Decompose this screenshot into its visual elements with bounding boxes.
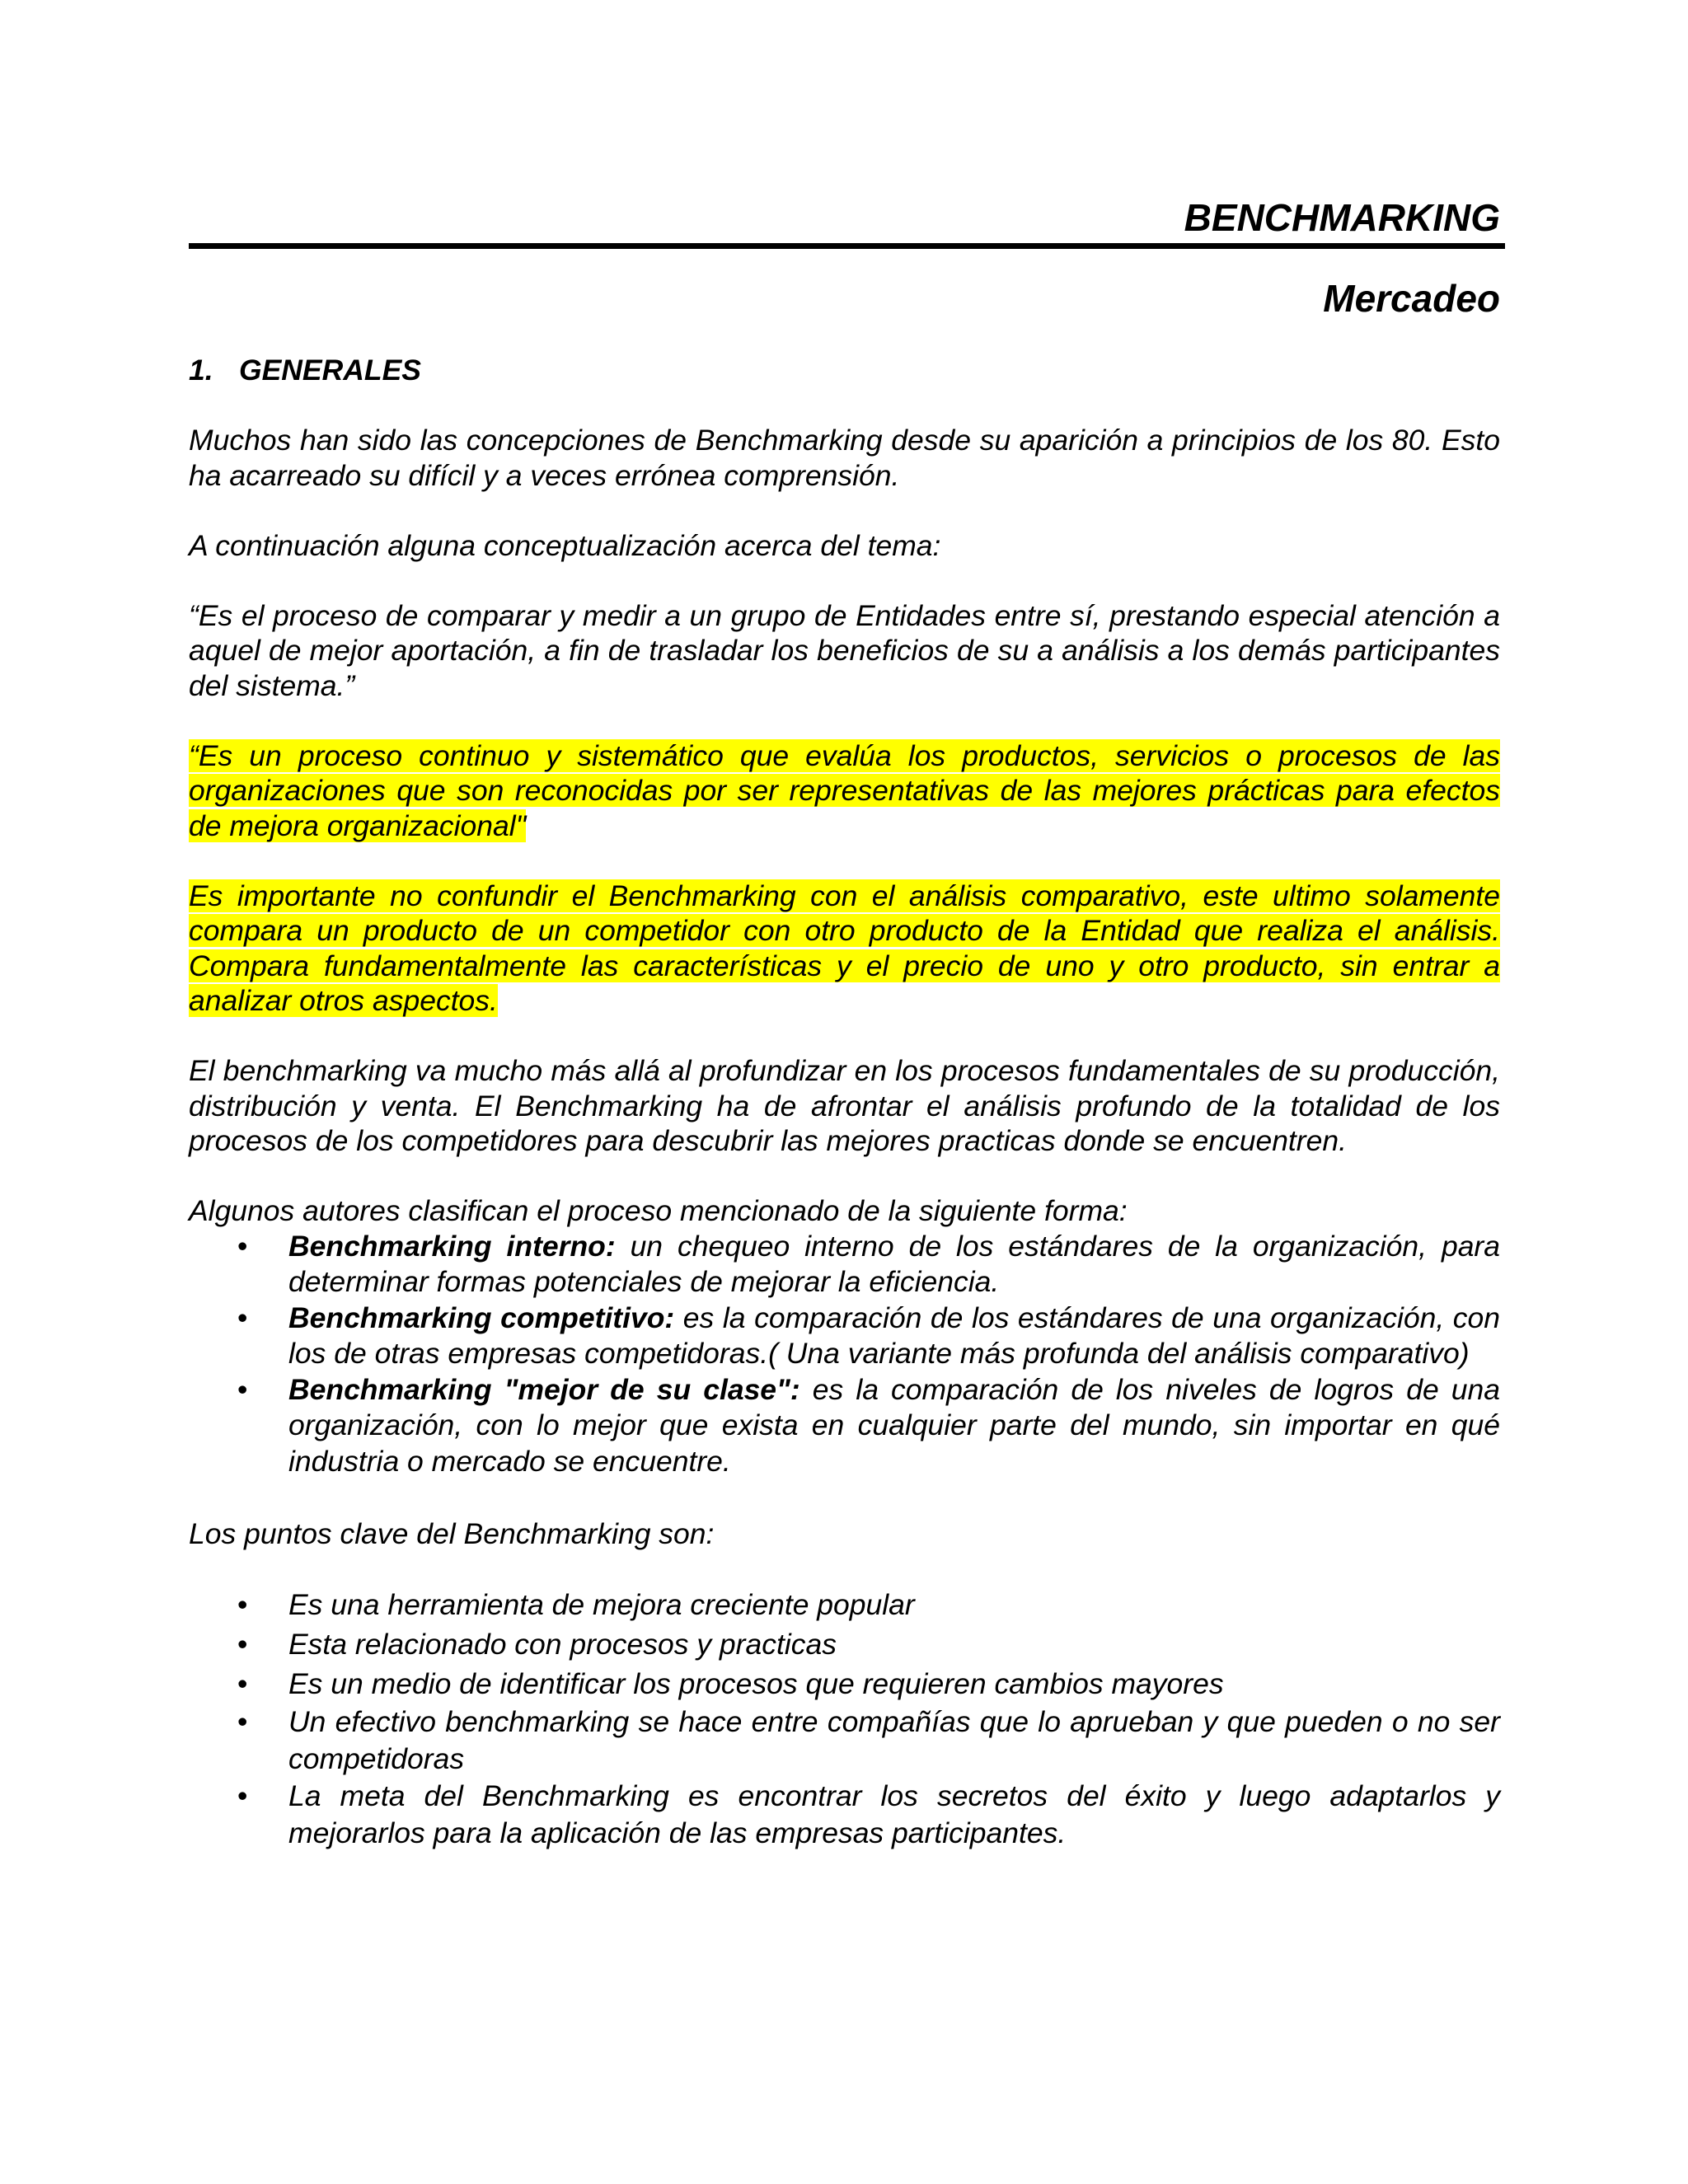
list-item bbox=[189, 1624, 1500, 1664]
benchmarking-types-list bbox=[189, 1229, 1500, 1480]
bullet-icon: • bbox=[237, 1372, 248, 1406]
header-rule bbox=[189, 243, 1505, 249]
bullet-icon: • bbox=[237, 1779, 248, 1812]
paragraph-highlighted-definition bbox=[189, 738, 1500, 844]
list-item-term: Benchmarking interno: bbox=[288, 1229, 616, 1263]
paragraph-key-points-intro: Los puntos clave del Benchmarking son: bbox=[189, 1517, 715, 1550]
paragraph-intro: Muchos han sido las concepciones de Benchmarking desde su aparición a principios de los 80. Esto ha acarreado su difícil y a veces errónea comprensión. bbox=[189, 424, 1500, 492]
paragraph-scope: El benchmarking va mucho más allá al profundizar en los procesos fundamentales de su producción, distribución y venta. El Benchmarking ha de afrontar el análisis profundo de la totalidad de los procesos de los competidores para descubrir las mejores practicas donde se encuentren. bbox=[189, 1054, 1500, 1157]
list-item-text: Un efectivo benchmarking se hace entre compañías que lo aprueban y que pueden o no ser competidoras bbox=[288, 1704, 1500, 1775]
list-item-term: Benchmarking competitivo: bbox=[288, 1301, 675, 1334]
highlighted-definition-text: “Es un proceso continuo y sistemático que evalúa los productos, servicios o procesos de las organizaciones que son reconocidas por ser representativas de las mejores prácticas para efectos de mejora organizacional" bbox=[189, 738, 1500, 842]
list-item-text: Es un medio de identificar los procesos que requieren cambios mayores bbox=[288, 1666, 1224, 1700]
list-item-description: es la comparación de los estándares de una organización, con los de otras empresas competidoras.( Una variante más profunda del análisis comparativo) bbox=[288, 1301, 1501, 1370]
document-title: BENCHMARKING bbox=[1184, 196, 1500, 239]
list-item-description: un chequeo interno de los estándares de la organización, para determinar formas potenciales de mejorar la eficiencia. bbox=[288, 1229, 1500, 1298]
paragraph-highlighted-distinction bbox=[189, 879, 1500, 1019]
list-item bbox=[189, 1585, 1500, 1624]
bullet-icon: • bbox=[237, 1627, 248, 1661]
list-item bbox=[189, 1229, 1500, 1301]
bullet-icon: • bbox=[237, 1229, 248, 1263]
list-item-text: Es una herramienta de mejora creciente popular bbox=[288, 1587, 915, 1621]
bullet-icon: • bbox=[237, 1666, 248, 1700]
key-points-list bbox=[189, 1585, 1500, 1852]
list-item bbox=[189, 1778, 1500, 1852]
list-item bbox=[189, 1301, 1500, 1372]
highlighted-distinction-text: Es importante no confundir el Benchmarking con el análisis comparativo, este ultimo solamente compara un producto de un competidor con otro producto de la Entidad que realiza el análisis. Compara fundamentalmente las características y el precio de uno y otro producto, sin entrar a analizar otros aspectos. bbox=[189, 879, 1500, 1017]
section-title: GENERALES bbox=[239, 354, 421, 387]
list-item bbox=[189, 1704, 1500, 1778]
bullet-icon: • bbox=[237, 1704, 248, 1738]
paragraph-definition-quote: “Es el proceso de comparar y medir a un grupo de Entidades entre sí, prestando especial atención a aquel de mejor aportación, a fin de trasladar los beneficios de su a análisis a los demás participantes del sistema.” bbox=[189, 598, 1500, 702]
document-body bbox=[189, 353, 1500, 1852]
bullet-icon: • bbox=[237, 1587, 248, 1621]
list-item-term: Benchmarking "mejor de su clase": bbox=[288, 1372, 800, 1406]
section-number: 1. bbox=[189, 354, 213, 387]
list-item bbox=[189, 1372, 1500, 1480]
paragraph-lead-in: A continuación alguna conceptualización acerca del tema: bbox=[189, 528, 941, 562]
list-item-text: La meta del Benchmarking es encontrar los secretos del éxito y luego adaptarlos y mejorarlos para la aplicación de las empresas participantes. bbox=[288, 1779, 1500, 1849]
bullet-icon: • bbox=[237, 1301, 248, 1334]
section-heading bbox=[189, 353, 1500, 388]
list-item bbox=[189, 1664, 1500, 1704]
paragraph-classification-intro: Algunos autores clasifican el proceso mencionado de la siguiente forma: bbox=[189, 1194, 1128, 1227]
list-item-description: es la comparación de los niveles de logros de una organización, con lo mejor que exista en cualquier parte del mundo, sin importar en qué industria o mercado se encuentre. bbox=[288, 1372, 1500, 1478]
document-subtitle: Mercadeo bbox=[1323, 277, 1500, 320]
list-item-text: Esta relacionado con procesos y practicas bbox=[288, 1627, 837, 1661]
